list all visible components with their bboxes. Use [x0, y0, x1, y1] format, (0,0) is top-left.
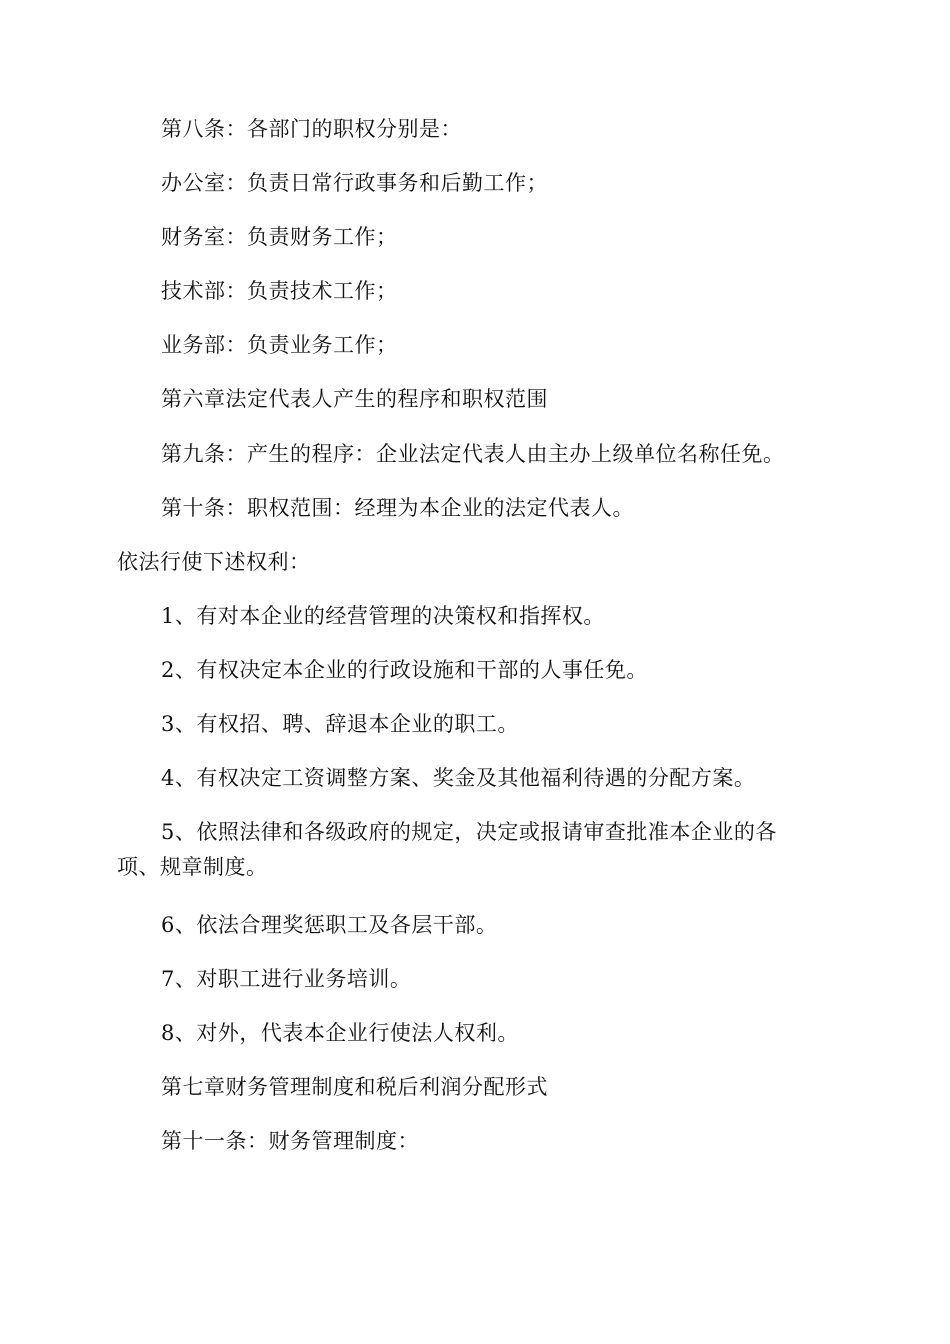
article-11: 第十一条：财务管理制度：: [161, 1129, 419, 1153]
article-8-heading: 第八条：各部门的职权分别是：: [161, 117, 462, 141]
office-duty: 办公室：负责日常行政事务和后勤工作；: [161, 171, 548, 195]
tech-duty: 技术部：负责技术工作；: [161, 279, 398, 303]
right-item-2: 2、有权决定本企业的行政设施和干部的人事任免。: [161, 658, 648, 682]
rights-intro: 依法行使下述权利：: [117, 550, 311, 574]
chapter-6-heading: 第六章法定代表人产生的程序和职权范围: [161, 387, 548, 411]
article-9: 第九条：产生的程序：企业法定代表人由主办上级单位名称任免。: [161, 442, 785, 466]
business-duty: 业务部：负责业务工作；: [161, 333, 398, 357]
right-item-1: 1、有对本企业的经营管理的决策权和指挥权。: [161, 604, 605, 628]
right-item-6: 6、依法合理奖惩职工及各层干部。: [161, 913, 498, 937]
chapter-7-heading: 第七章财务管理制度和税后利润分配形式: [161, 1075, 548, 1099]
article-10: 第十条：职权范围：经理为本企业的法定代表人。: [161, 496, 634, 520]
finance-duty: 财务室：负责财务工作；: [161, 225, 398, 249]
right-item-4: 4、有权决定工资调整方案、奖金及其他福利待遇的分配方案。: [161, 766, 756, 790]
right-item-7: 7、对职工进行业务培训。: [161, 967, 412, 991]
right-item-3: 3、有权招、聘、辞退本企业的职工。: [161, 712, 519, 736]
right-item-5: 5、依照法律和各级政府的规定，决定或报请审查批准本企业的各项、规章制度。: [117, 820, 777, 879]
right-item-8: 8、对外，代表本企业行使法人权利。: [161, 1021, 519, 1045]
